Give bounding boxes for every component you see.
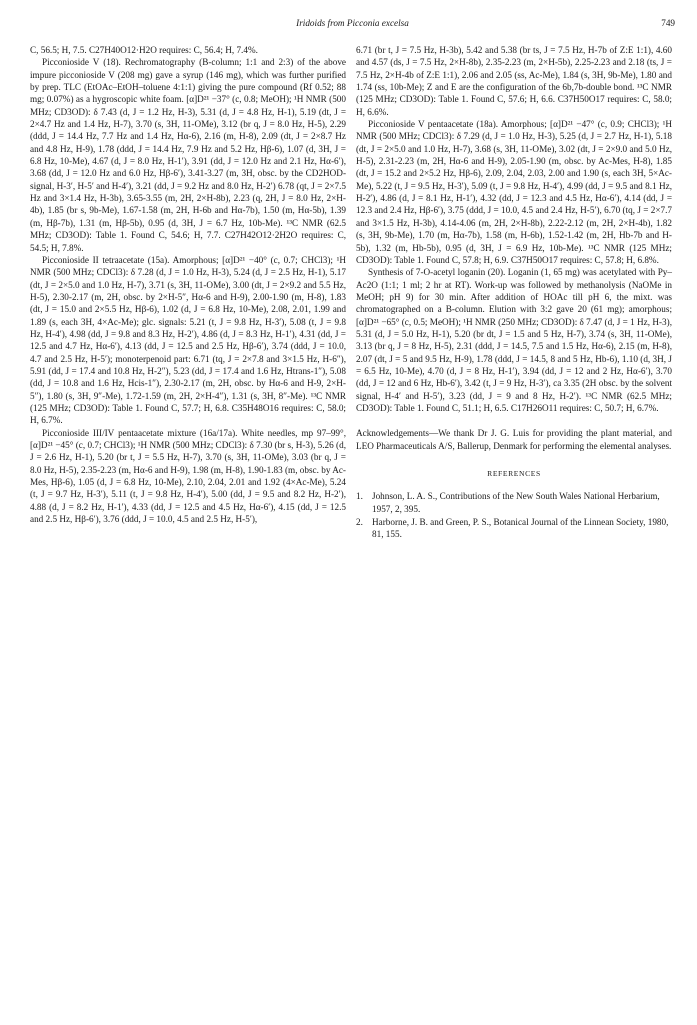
running-title: Iridoids from Picconia excelsa <box>296 18 409 28</box>
paragraph: 6.71 (br t, J = 7.5 Hz, H-3b), 5.42 and 5.38 (br ts, J = 7.5 Hz, H-7b of Z:E 1:1), 4.60 and 4.57 (ds, J = 7.5 Hz, 2×H-8b), 2.35-2.23 (m, 2×H-5b), 2.25-2.23 and 2.18 (ts, J = 7.5 Hz, 2×H-4b of Z:E 1:1), 2.06 and 2.05 (ss, Ac-Me), 1.84 (s, 3H, 9b-Me), 1.80 and 1.74 (ss, 10b-Me); Z and E are the configuration of the 6b,7b-double bond. ¹³C NMR (125 MHz; CD3OD): Table 1. Found C, 57.6; H, 6.6. C37H50O17 requires: C, 58.0; H, 6.6%. <box>356 45 672 117</box>
paragraph: Picconioside II tetraacetate (15a). Amorphous; [α]D²¹ −40° (c, 0.7; CHCl3); ¹H NMR (500 MHz; CDCl3): δ 7.28 (d, J = 1.0 Hz, H-3), 5.24 (d, J = 2.5 Hz, H-1), 5.17 (dt, J = 2×5.0 and 1.0 Hz, H-7), 3.71 (s, 3H, 11-OMe), 3.00 (dt, J = 2×9.2 and 5.5 Hz, H-5), 2.30-2.17 (m, 2H, obsc. by 2×H-5″, Hα-6 and H-9), 2.00-1.90 (m, H-8), 1.83 (dt, J = 15.0 and 2×5.5 Hz, Hβ-6), 1.02 (d, J = 6.8 Hz, 10-Me), 2.08, 2.01, 1.99 and 1.89 (s, each 3H, 4×Ac-Me); glc. signals: 5.21 (t, J = 9.8 Hz, H-3′), 5.08 (t, J = 9.8 Hz, H-4′), 4.98 (dd, J = 9.8 and 8.3 Hz, H-2′), 4.86 (d, J = 8.3 Hz, H-1′), 4.31 (dd, J = 12.5 and 4.7 Hz, Hα-6′), 4.13 (dd, J = 12.5 and 2.5 Hz, Hβ-6′), 3.74 (ddd, J = 10.0, 4.7 and 2.5 Hz, H-5′); monoterpenoid part: 6.71 (tq, J = 2×7.8 and 3×1.5 Hz, H-6″), 5.91 (dd, J = 17.4 and 10.8 Hz, H-2″), 5.23 (dd, J = 17.4 and 1.6 Hz, Htrans-1″), 5.08 (dd, J = 10.8 and 1.6 Hz, Hcis-1″), 2.30-2.17 (m, 2H, obsc. by Hα-6 and H-9, 2×H-5″), 1.80 (s, 3H, 9″-Me), 1.72-1.59 (m, 2H, 2×H-4″), 1.31 (s, 3H, 8″-Me). ¹³C NMR (125 MHz; CD3OD): Table 1. Found C, 57.7; H, 6.8. C35H48O16 requires: C, 58.0; H, 6.7%. <box>30 254 346 426</box>
paragraph: Picconioside III/IV pentaacetate mixture (16a/17a). White needles, mp 97–99°, [α]D²¹ −45° (c, 0.7; CHCl3); ¹H NMR (500 MHz; CDCl3): δ 7.30 (br s, H-3), 5.26 (d, J = 2.6 Hz, H-1), 5.20 (br t, J = 5.5 Hz, H-7), 3.70 (s, 3H, 11-OMe), 3.03 (br q, J = 8.0 Hz, H-5), 2.35-2.23 (m, Hα-6 and H-9), 1.98 (m, H-8), 1.90-1.83 (m, obsc. by Ac-Mes, Hβ-6), 1.05 (d, J = 6.8 Hz, 10-Me), 2.10, 2.04, 2.01 and 1.92 (4×Ac-Me), 5.24 (t, J = 9.7 Hz, H-3′), 5.11 (t, J = 9.8 Hz, H-4′), 5.00 (dd, J = 9.5 and 8.2 Hz, H-2′), 4.88 (d, J = 8.2 Hz, H-1′), 4.33 (dd, J = 12.5 and 4.5 Hz, Hα-6′), 4.15 (dd, J = 12.5 and 2.5 Hz, Hβ-6′), 3.76 (ddd, J = 10.0, 4.5 and 2.5 Hz, H-5′), <box>30 427 346 525</box>
paragraph: C, 56.5; H, 7.5. C27H40O12·H2O requires: C, 56.4; H, 7.4%. <box>30 45 258 55</box>
reference-number: 1. <box>356 491 363 502</box>
reference-item <box>356 490 672 515</box>
references-list <box>356 490 672 540</box>
paragraph: Picconioside V (18). Rechromatography (B-column; 1:1 and 2:3) of the above impure picconioside V (208 mg) gave a syrup (146 mg), which was further purified by prep. TLC (EtOAc–EtOH–toluene 4:1:1) giving the pure compound (Rf 0.52; 88 mg; 0.07%) as a hygroscopic white foam. [α]D²¹ −37° (c, 0.8; MeOH); ¹H NMR (500 MHz; CD3OD): δ 7.43 (d, J = 1.2 Hz, H-3), 5.31 (d, J = 4.8 Hz, H-1), 5.19 (dt, J = 2×4.7 Hz and 1.4 Hz, H-7), 3.70 (s, 3H, 11-OMe), 3.12 (br q, J = 8.0 Hz, H-5), 2.29 (ddd, J = 14.4 Hz, 7.7 Hz and 1.4 Hz, Hα-6), 2.16 (m, H-8), 2.09 (dt, J = 2×8.7 Hz and 4.8 Hz, H-9), 1.78 (ddd, J = 14.4 Hz, 7.9 Hz and 5.2 Hz, Hβ-6), 1.07 (d, 3H, J = 6.8 Hz, 10-Me), 4.67 (d, J = 8.0 Hz, H-1′), 3.91 (dd, J = 12.0 Hz and 2.1 Hz, Hα-6′), 3.68 (dd, J = 12.0 Hz and 6.0 Hz, Hβ-6′), 3.41-3.27 (m, 3H, obsc. by the CD2HOD-signal, H-3′, H-5′ and H-4′), 3.21 (dd, J = 9.2 Hz and 8.0 Hz, H-2′) 6.78 (qt, J = 2×7.5 Hz and 3×1.4 Hz, H-3b), 3.65-3.55 (m, 2H, 2×H-8b), 2.23 (q, 2H, J = 8.0 Hz, 2×H-4b), 1.85 (br s, 9b-Me), 1.67-1.58 (m, 2H, H-6b and Hα-7b), 1.50 (m, Hα-5b), 1.39 (m, Hβ-7b), 1.31 (m, Hβ-5b), 0.95 (d, 3H, J = 6.7 Hz, 10b-Me). ¹³C NMR (62.5 MHz; CD3OD): Table 1. Found C, 54.6; H, 7.7. C27H42O12·2H2O requires: C, 54.5; H, 7.8%. <box>30 57 346 253</box>
paragraph: Picconioside V pentaacetate (18a). Amorphous; [α]D²¹ −47° (c, 0.9; CHCl3); ¹H NMR (500 MHz; CDCl3): δ 7.29 (d, J = 1.0 Hz, H-3), 5.25 (d, J = 2.7 Hz, H-1), 5.18 (dt, J = 2×5.0 and 1.0 Hz, H-7), 3.68 (s, 3H, 11-OMe), 3.02 (dt, J = 2×9.0 and 5.0 Hz, H-5), 2.31-2.23 (m, 2H, Hα-6 and H-9), 2.05-1.90 (m, obsc. by Ac-Mes, H-8), 1.85 (dt, J = 15.2 and 2×5.2 Hz, Hβ-6), 2.09, 2.04, 2.03, 2.00 and 1.90 (s, each 3H, 5×Ac-Me), 5.22 (t, J = 9.5 Hz, H-3′), 5.09 (t, J = 9.8 Hz, H-4′), 4.99 (dd, J = 9.5 and 8.1 Hz, H-2′), 4.86 (d, J = 8.1 Hz, H-1′), 4.32 (dd, J = 12.3 and 4.5 Hz, Hα-6′), 4.14 (dd, J = 12.3 and 2.4 Hz, Hβ-6′), 3.75 (ddd, J = 10.0, 4.5 and 2.4 Hz, H-5′), 6.70 (tq, J = 2×7.7 and 3×1.5 Hz, H-3b), 4.14-4.06 (m, 2H, 2×H-8b), 2.22-2.12 (m, 2H, 2×H-4b), 1.82 (s, 3H, 9b-Me), 1.70 (m, Hα-7b), 1.58 (m, H-6b), 1.52-1.42 (m, 2H, Hb-7b and H-5b), 1.32 (m, Hb-5b), 0.95 (d, 3H, J = 6.9 Hz, 10b-Me). ¹³C NMR (125 MHz; CD3OD): Table 1. Found C, 57.8; H, 6.9. C37H50O17 requires: C, 57.8; H, 6.8%. <box>356 119 672 265</box>
page-header <box>30 18 675 32</box>
right-column <box>356 44 672 542</box>
page-number: 749 <box>661 18 675 28</box>
left-column <box>30 44 346 525</box>
reference-item <box>356 516 672 541</box>
paragraph: Synthesis of 7-O-acetyl loganin (20). Loganin (1, 65 mg) was acetylated with Py–Ac2O (1:1; 1 ml; 2 hr at RT). Work-up was followed by methanolysis (NaOMe in MeOH; pH 9) for 30 min. After addition of HOAc till pH 6, the mixt. was chromatographed on a B-column. Elution with 3:2 gave 20 (61 mg); amorphous; [α]D²¹ −65° (c, 0.5; MeOH); ¹H NMR (250 MHz; CD3OD): δ 7.47 (d, J = 1 Hz, H-3), 5.31 (d, J = 5.0 Hz, H-1), 5.20 (br dt, J = 1.5 and 5 Hz, H-7), 3.74 (s, 3H, 11-OMe), 3.13 (br q, J = 8 Hz, H-5), 2.31 (ddd, J = 14.5, 7.5 and 1.5 Hz, Hα-6), 2.15 (m, H-8), 2.07 (dt, J = 5 and 9.5 Hz, H-9), 1.78 (ddd, J = 14.5, 8 and 5 Hz, Hb-6), 1.10 (d, 3H, J = 6.5 Hz, 10-Me), 4.70 (d, J = 8 Hz, H-1′), 3.94 (dd, J = 12 and 2 Hz, Hα-6′), 3.70 (dd, J = 12 and 6 Hz, Hb-6′), 3.42 (t, J = 9 Hz, H-3′), ca 3.35 (2H obsc. by the solvent signal, H-4′ and H-5′), 3.23 (dd, J = 9 and 8 Hz, H-2′). ¹³C NMR (62.5 MHz; CD3OD): Table 1. Found C, 51.1; H, 6.5. C17H26O11 requires: C, 50.7; H, 6.7%. <box>356 267 672 413</box>
reference-text: Harborne, J. B. and Green, P. S., Botanical Journal of the Linnean Society, 1980, 81, 155. <box>372 517 669 540</box>
references-heading: REFERENCES <box>487 469 541 478</box>
acknowledgements: Acknowledgements—We thank Dr J. G. Luis for providing the plant material, and LEO Pharmaceuticals A/S, Ballerup, Denmark for performing the elemental analyses. <box>356 428 672 451</box>
reference-number: 2. <box>356 517 363 528</box>
reference-text: Johnson, L. A. S., Contributions of the New South Wales National Herbarium, 1957, 2, 395. <box>372 491 660 514</box>
